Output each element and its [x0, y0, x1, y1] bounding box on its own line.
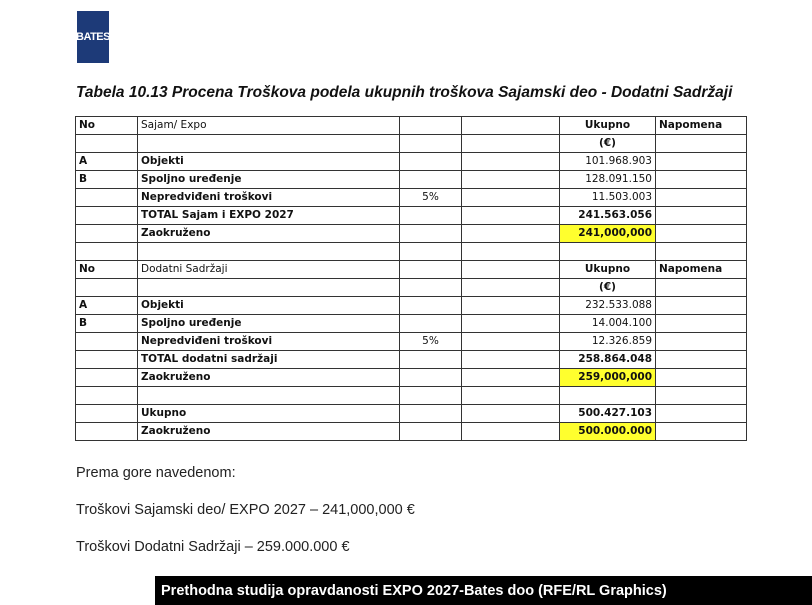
row-name: TOTAL Sajam i EXPO 2027 [138, 207, 400, 225]
row-percent [400, 297, 462, 315]
empty-cell [400, 405, 462, 423]
row-value: 241,000,000 [560, 225, 656, 243]
empty-cell [462, 153, 560, 171]
total-value: 500.000.000 [560, 423, 656, 441]
row-name: Zaokruženo [138, 225, 400, 243]
row-percent: 5% [400, 189, 462, 207]
empty-cell [400, 135, 462, 153]
empty-cell [656, 387, 747, 405]
unit-label: (€) [560, 135, 656, 153]
row-value: 128.091.150 [560, 171, 656, 189]
empty-cell [656, 207, 747, 225]
empty-cell [400, 117, 462, 135]
summary-line-dodatni: Troškovi Dodatni Sadržaji – 259.000.000 € [76, 539, 350, 555]
row-value: 101.968.903 [560, 153, 656, 171]
row-percent [400, 171, 462, 189]
row-no [76, 189, 138, 207]
row-name: Objekti [138, 153, 400, 171]
total-name: Ukupno [138, 405, 400, 423]
empty-cell [656, 315, 747, 333]
total-name: Zaokruženo [138, 423, 400, 441]
row-value: 241.563.056 [560, 207, 656, 225]
row-no: B [76, 315, 138, 333]
empty-cell [462, 387, 560, 405]
row-name: Zaokruženo [138, 369, 400, 387]
row-value: 232.533.088 [560, 297, 656, 315]
empty-cell [656, 243, 747, 261]
empty-cell [462, 171, 560, 189]
empty-cell [138, 279, 400, 297]
header-no: No [76, 117, 138, 135]
logo-text: BATES [76, 31, 110, 43]
empty-cell [462, 423, 560, 441]
table-row [76, 333, 747, 351]
empty-cell [76, 387, 138, 405]
table-row [76, 171, 747, 189]
empty-cell [138, 135, 400, 153]
row-percent [400, 225, 462, 243]
row-percent [400, 315, 462, 333]
summary-line-expo: Troškovi Sajamski deo/ EXPO 2027 – 241,000,000 € [76, 502, 415, 518]
empty-row [76, 243, 747, 261]
row-no: B [76, 171, 138, 189]
table-row [76, 153, 747, 171]
empty-cell [656, 333, 747, 351]
empty-cell [462, 117, 560, 135]
row-name: TOTAL dodatni sadržaji [138, 351, 400, 369]
total-row [76, 405, 747, 423]
row-percent [400, 351, 462, 369]
unit-label: (€) [560, 279, 656, 297]
row-no: A [76, 297, 138, 315]
empty-cell [656, 225, 747, 243]
empty-cell [656, 369, 747, 387]
empty-cell [462, 225, 560, 243]
row-value: 259,000,000 [560, 369, 656, 387]
row-name: Nepredviđeni troškovi [138, 189, 400, 207]
empty-cell [138, 387, 400, 405]
row-no [76, 369, 138, 387]
section-header-row [76, 117, 747, 135]
empty-cell [138, 243, 400, 261]
table-row [76, 189, 747, 207]
empty-cell [462, 261, 560, 279]
empty-cell [560, 387, 656, 405]
empty-cell [400, 279, 462, 297]
empty-cell [656, 171, 747, 189]
header-napomena: Napomena [656, 117, 747, 135]
empty-cell [656, 153, 747, 171]
row-name: Spoljno uređenje [138, 315, 400, 333]
empty-cell [656, 405, 747, 423]
row-no [76, 225, 138, 243]
cost-table-body [76, 117, 747, 441]
table-row [76, 351, 747, 369]
header-ukupno: Ukupno [560, 117, 656, 135]
table-row [76, 225, 747, 243]
table-title: Tabela 10.13 Procena Troškova podela ukupnih troškova Sajamski deo - Dodatni Sadržaji [76, 84, 733, 101]
empty-cell [656, 423, 747, 441]
header-ukupno: Ukupno [560, 261, 656, 279]
table-row [76, 297, 747, 315]
table-row [76, 369, 747, 387]
row-value: 14.004.100 [560, 315, 656, 333]
row-percent [400, 153, 462, 171]
row-name: Nepredviđeni troškovi [138, 333, 400, 351]
table-row [76, 207, 747, 225]
empty-cell [76, 135, 138, 153]
empty-cell [462, 207, 560, 225]
empty-cell [560, 243, 656, 261]
empty-cell [656, 189, 747, 207]
cost-table [75, 116, 747, 441]
table-row [76, 315, 747, 333]
empty-cell [462, 297, 560, 315]
empty-cell [400, 261, 462, 279]
empty-cell [76, 279, 138, 297]
header-name: Sajam/ Expo [138, 117, 400, 135]
row-value: 11.503.003 [560, 189, 656, 207]
empty-row [76, 387, 747, 405]
row-no [76, 351, 138, 369]
empty-cell [76, 243, 138, 261]
empty-cell [656, 135, 747, 153]
total-row [76, 423, 747, 441]
header-no: No [76, 261, 138, 279]
row-no [76, 207, 138, 225]
empty-cell [462, 279, 560, 297]
empty-cell [462, 189, 560, 207]
empty-cell [462, 243, 560, 261]
empty-cell [656, 297, 747, 315]
empty-cell [462, 315, 560, 333]
summary-intro: Prema gore navedenom: [76, 465, 236, 481]
image-caption [155, 576, 812, 605]
empty-cell [462, 369, 560, 387]
empty-cell [462, 333, 560, 351]
row-no [76, 333, 138, 351]
unit-row [76, 135, 747, 153]
total-value: 500.427.103 [560, 405, 656, 423]
empty-cell [400, 423, 462, 441]
section-header-row [76, 261, 747, 279]
row-no: A [76, 153, 138, 171]
empty-cell [76, 423, 138, 441]
row-name: Objekti [138, 297, 400, 315]
header-name: Dodatni Sadržaji [138, 261, 400, 279]
caption-text: Prethodna studija opravdanosti EXPO 2027-Bates doo (RFE/RL Graphics) [161, 582, 667, 599]
unit-row [76, 279, 747, 297]
empty-cell [462, 351, 560, 369]
row-name: Spoljno uređenje [138, 171, 400, 189]
bates-logo [77, 11, 109, 63]
header-napomena: Napomena [656, 261, 747, 279]
empty-cell [656, 351, 747, 369]
empty-cell [400, 387, 462, 405]
row-value: 258.864.048 [560, 351, 656, 369]
empty-cell [656, 279, 747, 297]
row-percent [400, 369, 462, 387]
row-value: 12.326.859 [560, 333, 656, 351]
empty-cell [400, 243, 462, 261]
empty-cell [462, 135, 560, 153]
row-percent [400, 207, 462, 225]
empty-cell [462, 405, 560, 423]
row-percent: 5% [400, 333, 462, 351]
empty-cell [76, 405, 138, 423]
